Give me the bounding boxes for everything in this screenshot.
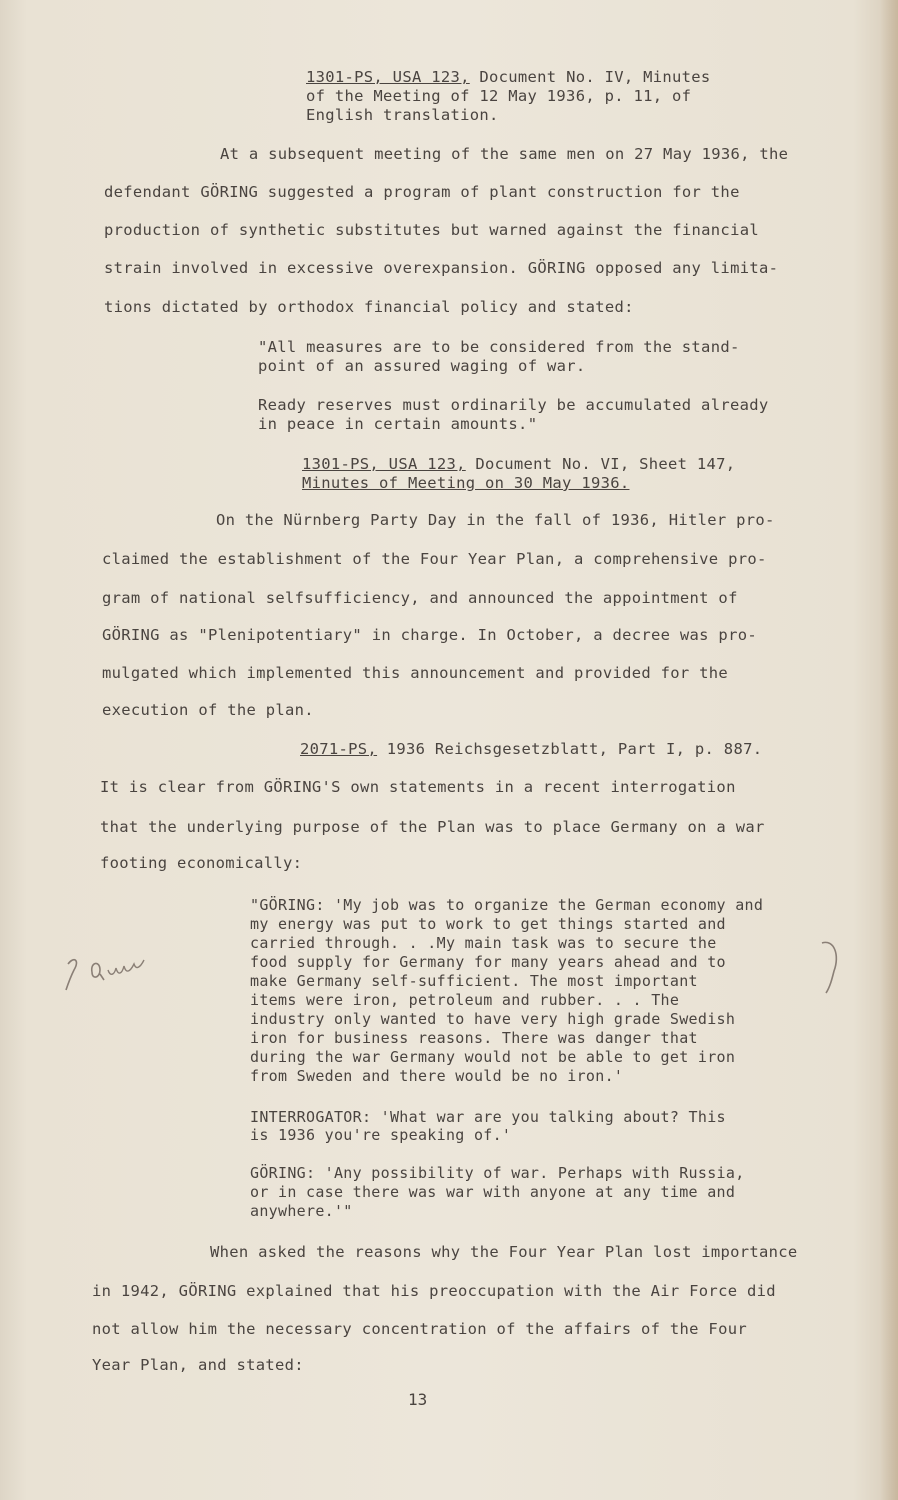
paragraph-line: tions dictated by orthodox financial policy and stated: xyxy=(104,298,634,316)
paragraph-line: defendant GÖRING suggested a program of plant construction for the xyxy=(104,183,740,201)
quote-line: is 1936 you're speaking of.' xyxy=(250,1126,512,1144)
paragraph-line: When asked the reasons why the Four Year Plan lost importance xyxy=(210,1243,798,1261)
paragraph-line: gram of national selfsufficiency, and announced the appointment of xyxy=(102,589,738,607)
quote-line: make Germany self-sufficient. The most important xyxy=(250,972,698,990)
citation-1-line-1: Document No. IV, Minutes xyxy=(469,68,711,86)
paragraph-line: It is clear from GÖRING'S own statements in a recent interrogation xyxy=(100,778,736,796)
paragraph-line: Year Plan, and stated: xyxy=(92,1356,304,1374)
quote-line: anywhere.'" xyxy=(250,1202,353,1220)
quote-line: my energy was put to work to get things started and xyxy=(250,915,726,933)
paragraph-line: claimed the establishment of the Four Year Plan, a comprehensive pro- xyxy=(102,550,767,568)
paragraph-line: production of synthetic substitutes but warned against the financial xyxy=(104,221,759,239)
paragraph-line: execution of the plan. xyxy=(102,701,314,719)
paragraph-line: mulgated which implemented this announcement and provided for the xyxy=(102,664,729,682)
handwritten-margin-mark xyxy=(60,950,160,1000)
quote-line: items were iron, petroleum and rubber. . . The xyxy=(250,991,680,1009)
paragraph-line: not allow him the necessary concentration of the affairs of the Four xyxy=(92,1320,747,1338)
quote-line: from Sweden and there would be no iron.' xyxy=(250,1067,624,1085)
quote-line: INTERROGATOR: 'What war are you talking about? This xyxy=(250,1108,726,1126)
quote-line: point of an assured waging of war. xyxy=(258,357,586,375)
citation-3 xyxy=(300,740,762,758)
citation-3-ref: 2071-PS, xyxy=(300,740,378,758)
citation-1-line-2: of the Meeting of 12 May 1936, p. 11, of xyxy=(306,87,692,105)
citation-2-ref: 1301-PS, USA 123, xyxy=(302,455,466,473)
quote-line: GÖRING: 'Any possibility of war. Perhaps with Russia, xyxy=(250,1164,745,1182)
paragraph-line: At a subsequent meeting of the same men on 27 May 1936, the xyxy=(220,145,789,163)
paragraph-line: strain involved in excessive overexpansion. GÖRING opposed any limita- xyxy=(104,259,779,277)
citation-1-line-3: English translation. xyxy=(306,106,499,124)
quote-line: or in case there was war with anyone at any time and xyxy=(250,1183,736,1201)
citation-3-text: 1936 Reichsgesetzblatt, Part I, p. 887. xyxy=(377,740,763,758)
quote-line: food supply for Germany for many years ahead and to xyxy=(250,953,726,971)
quote-line: "All measures are to be considered from the stand- xyxy=(258,338,740,356)
paragraph-line: GÖRING as "Plenipotentiary" in charge. In October, a decree was pro- xyxy=(102,626,757,644)
citation-1-ref: 1301-PS, USA 123, xyxy=(306,68,470,86)
citation-2-line-2: Minutes of Meeting on 30 May 1936. xyxy=(302,474,630,492)
quote-line: Ready reserves must ordinarily be accumulated already xyxy=(258,396,769,414)
paragraph-line: footing economically: xyxy=(100,854,303,872)
quote-line: during the war Germany would not be able to get iron xyxy=(250,1048,736,1066)
quote-line: in peace in certain amounts." xyxy=(258,415,538,433)
citation-2-line-1: Document No. VI, Sheet 147, xyxy=(465,455,736,473)
paragraph-line: On the Nürnberg Party Day in the fall of 1936, Hitler pro- xyxy=(216,511,775,529)
quote-line: "GÖRING: 'My job was to organize the German economy and xyxy=(250,896,764,914)
bracket-mark xyxy=(812,935,842,995)
quote-line: industry only wanted to have very high grade Swedish xyxy=(250,1010,736,1028)
paragraph-line: that the underlying purpose of the Plan was to place Germany on a war xyxy=(100,818,765,836)
page-number: 13 xyxy=(408,1390,428,1409)
paragraph-line: in 1942, GÖRING explained that his preoccupation with the Air Force did xyxy=(92,1282,776,1300)
quote-line: iron for business reasons. There was danger that xyxy=(250,1029,698,1047)
page-edge-shadow xyxy=(880,0,898,1500)
quote-line: carried through. . .My main task was to secure the xyxy=(250,934,717,952)
